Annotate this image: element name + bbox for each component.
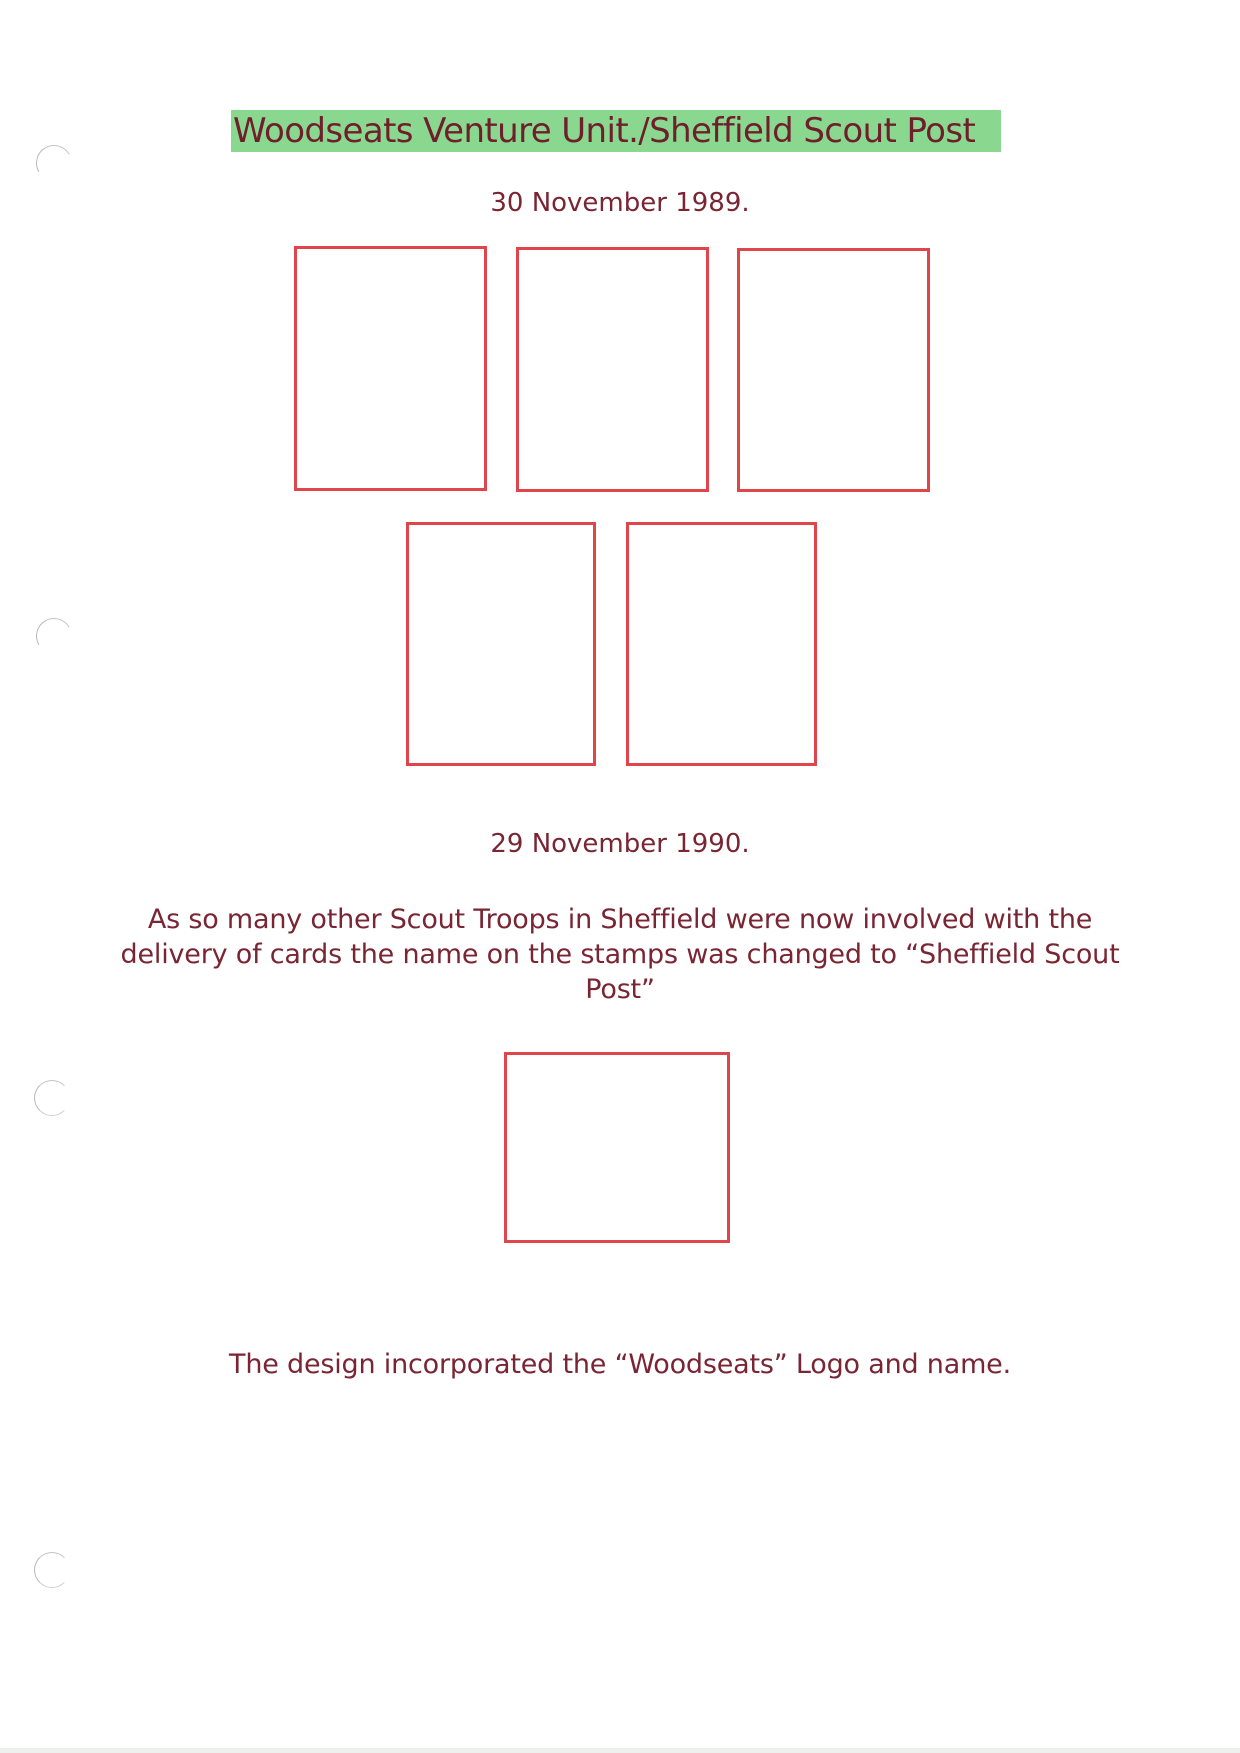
- punch-hole-marking: [34, 1552, 70, 1588]
- page-edge: [0, 1748, 1240, 1753]
- stamp-placeholder-1989-2: [516, 247, 709, 492]
- stamp-placeholder-1989-4: [406, 522, 596, 766]
- punch-hole-marking: [32, 614, 76, 658]
- stamp-placeholder-1990-1: [504, 1052, 730, 1243]
- stamp-placeholder-1989-5: [626, 522, 817, 766]
- page-title: Woodseats Venture Unit./Sheffield Scout Post: [231, 110, 1001, 152]
- stamp-name-change-note: As so many other Scout Troops in Sheffield were now involved with the delivery of cards the name on the stamps was changed to “Sheffield Scout Post”: [120, 904, 1120, 1005]
- stamp-placeholder-1989-1: [294, 246, 487, 491]
- stamp-placeholder-1989-3: [737, 248, 930, 492]
- punch-hole-marking: [32, 141, 76, 185]
- date-1989: 30 November 1989.: [490, 188, 750, 218]
- design-note: The design incorporated the “Woodseats” Logo and name.: [229, 1349, 1011, 1380]
- date-1990: 29 November 1990.: [490, 829, 750, 859]
- punch-hole-marking: [34, 1080, 70, 1116]
